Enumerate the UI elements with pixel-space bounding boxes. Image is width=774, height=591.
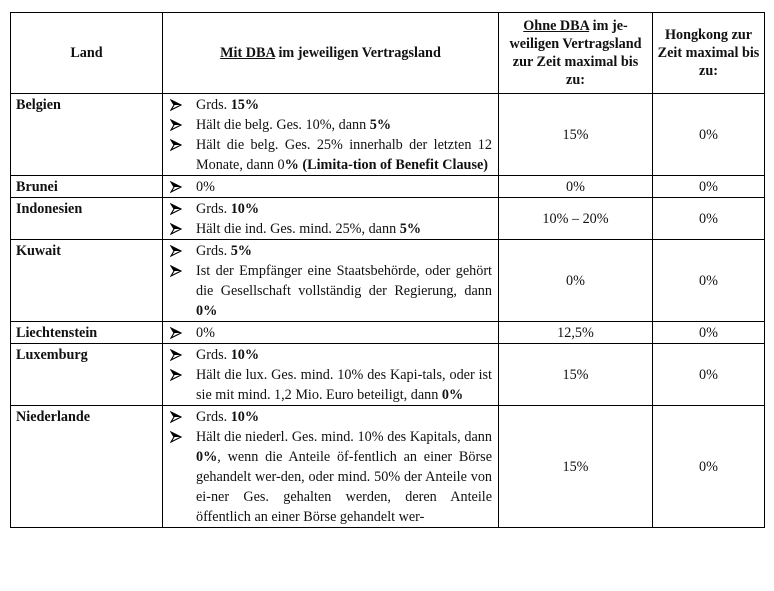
list-item: [167, 345, 492, 365]
bold-rate-text: 0%: [196, 449, 218, 465]
hongkong-cell: 0%: [653, 94, 765, 176]
bullet-list: [163, 176, 498, 197]
list-item: [167, 177, 492, 197]
mit-dba-cell: [163, 344, 499, 406]
arrowhead-bullet-icon: [170, 199, 182, 219]
bullet-list: [163, 198, 498, 239]
list-item: [167, 323, 492, 343]
country-cell: Brunei: [11, 176, 163, 198]
arrowhead-bullet-icon: [170, 177, 182, 197]
mit-dba-cell: [163, 322, 499, 344]
table-row: [11, 406, 765, 528]
hongkong-cell: 0%: [653, 406, 765, 528]
country-cell: Kuwait: [11, 240, 163, 322]
header-mit-dba-bold: Mit DBA: [220, 45, 275, 61]
bold-rate-text: 15%: [230, 97, 260, 113]
hongkong-cell: 0%: [653, 240, 765, 322]
mit-dba-cell: [163, 198, 499, 240]
bullet-list: [163, 240, 498, 321]
bullet-text: , wenn die Anteile öf-fentlich an einer Börse gehandelt wer-den, oder mind. 50% der Anteile von ei-ner Ges. gehalten werden, deren Anteile öffentlich an einer Börse gehandelt wer-: [196, 449, 492, 525]
list-item: [167, 115, 492, 135]
list-item: [167, 407, 492, 427]
arrowhead-bullet-icon: [170, 407, 182, 427]
header-row: [11, 13, 765, 94]
table-row: [11, 94, 765, 176]
hongkong-cell: 0%: [653, 322, 765, 344]
bullet-text: 0%: [196, 325, 215, 341]
header-mit-dba-rest: im jeweiligen Vertragsland: [274, 45, 441, 61]
mit-dba-cell: [163, 406, 499, 528]
arrowhead-bullet-icon: [170, 365, 182, 385]
country-cell: Belgien: [11, 94, 163, 176]
arrowhead-bullet-icon: [170, 261, 182, 281]
bullet-list: [163, 322, 498, 343]
ohne-dba-cell: 0%: [499, 240, 653, 322]
bold-rate-text: 10%: [230, 409, 260, 425]
bold-rate-text: 10%: [230, 347, 260, 363]
arrowhead-bullet-icon: [170, 323, 182, 343]
mit-dba-cell: [163, 94, 499, 176]
list-item: [167, 261, 492, 321]
withholding-tax-table: [10, 12, 765, 528]
hongkong-cell: 0%: [653, 344, 765, 406]
country-cell: Liechtenstein: [11, 322, 163, 344]
country-cell: Indonesien: [11, 198, 163, 240]
bold-rate-text: % (Limita-tion of Benefit Clause): [284, 157, 488, 173]
bullet-text: Grds.: [196, 409, 231, 425]
bold-rate-text: 10%: [230, 201, 260, 217]
arrowhead-bullet-icon: [170, 241, 182, 261]
bullet-text: Grds.: [196, 243, 231, 259]
list-item: [167, 241, 492, 261]
ohne-dba-cell: 12,5%: [499, 322, 653, 344]
table-row: [11, 176, 765, 198]
hongkong-cell: 0%: [653, 198, 765, 240]
bold-rate-text: 5%: [369, 117, 392, 133]
mit-dba-cell: [163, 240, 499, 322]
ohne-dba-cell: 0%: [499, 176, 653, 198]
bold-rate-text: 5%: [230, 243, 252, 259]
header-hongkong: Hongkong zur Zeit maximal bis zu:: [653, 13, 765, 94]
table-body: [11, 94, 765, 528]
arrowhead-bullet-icon: [170, 135, 182, 155]
ohne-dba-cell: 10% – 20%: [499, 198, 653, 240]
arrowhead-bullet-icon: [170, 115, 182, 135]
hongkong-cell: 0%: [653, 176, 765, 198]
bullet-text: Hält die niederl. Ges. mind. 10% des Kapitals, dann: [196, 429, 492, 445]
header-ohne-dba: [499, 13, 653, 94]
list-item: [167, 427, 492, 527]
arrowhead-bullet-icon: [170, 95, 182, 115]
list-item: [167, 365, 492, 405]
bullet-list: [163, 406, 498, 527]
tax-table-page: [10, 12, 764, 528]
arrowhead-bullet-icon: [170, 427, 182, 447]
header-ohne-dba-bold: Ohne DBA: [523, 18, 590, 34]
arrowhead-bullet-icon: [170, 345, 182, 365]
table-row: [11, 344, 765, 406]
ohne-dba-cell: 15%: [499, 406, 653, 528]
table-row: [11, 240, 765, 322]
list-item: [167, 95, 492, 115]
list-item: [167, 135, 492, 175]
header-ohne-dba-rest: im je-weiligen Vertragsland zur Zeit maximal bis zu:: [509, 18, 642, 88]
header-land: Land: [11, 13, 163, 94]
bullet-text: Grds.: [196, 97, 231, 113]
ohne-dba-cell: 15%: [499, 344, 653, 406]
bullet-text: Grds.: [196, 201, 231, 217]
bold-rate-text: 0%: [441, 387, 464, 403]
table-row: [11, 198, 765, 240]
bullet-list: [163, 344, 498, 405]
bullet-text: Hält die lux. Ges. mind. 10% des Kapi-tals, oder ist sie mit mind. 1,2 Mio. Euro beteiligt, dann: [196, 367, 492, 403]
bullet-text: Grds.: [196, 347, 231, 363]
bullet-text: Ist der Empfänger eine Staatsbehörde, oder gehört die Gesellschaft vollständig der Regierung, dann: [196, 263, 492, 299]
arrowhead-bullet-icon: [170, 219, 182, 239]
country-cell: Niederlande: [11, 406, 163, 528]
bold-rate-text: 5%: [399, 221, 421, 237]
list-item: [167, 219, 492, 239]
list-item: [167, 199, 492, 219]
bullet-text: Hält die belg. Ges. 25% innerhalb der letzten 12 Monate, dann 0: [196, 137, 492, 173]
bullet-text: 0%: [196, 179, 215, 195]
table-row: [11, 322, 765, 344]
bullet-text: Hält die ind. Ges. mind. 25%, dann: [196, 221, 400, 237]
country-cell: Luxemburg: [11, 344, 163, 406]
bullet-text: Hält die belg. Ges. 10%, dann: [196, 117, 370, 133]
ohne-dba-cell: 15%: [499, 94, 653, 176]
bullet-list: [163, 94, 498, 175]
mit-dba-cell: [163, 176, 499, 198]
bold-rate-text: 0%: [196, 303, 218, 319]
header-mit-dba: [163, 13, 499, 94]
